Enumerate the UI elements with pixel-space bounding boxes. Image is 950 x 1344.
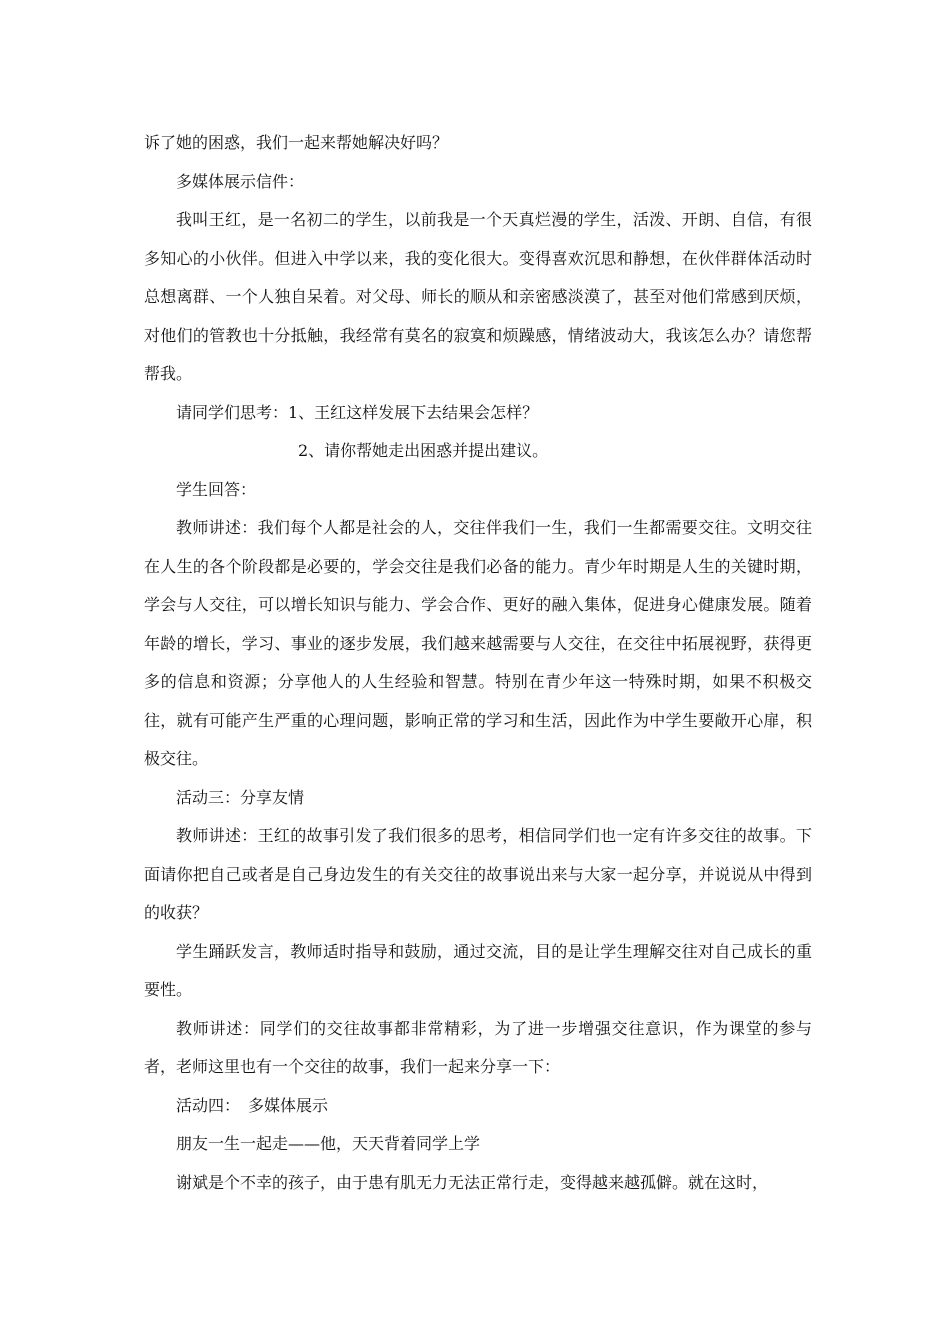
paragraph: 学生踊跃发言，教师适时指导和鼓励，通过交流，目的是让学生理解交往对自己成长的重要性。 <box>144 941 812 999</box>
story-title: 朋友一生一起走——他，天天背着同学上学 <box>176 1134 481 1153</box>
paragraph: 学生回答： <box>176 479 257 499</box>
section-heading: 活动四： 多媒体展示 <box>176 1095 329 1115</box>
paragraph: 诉了她的困惑，我们一起来帮她解决好吗？ <box>144 133 449 152</box>
document-body <box>144 124 812 1202</box>
letter-paragraph: 我叫王红，是一名初二的学生，以前我是一个天真烂漫的学生，活泼、开朗、自信，有很多知心的小伙伴。但进入中学以来，我的变化很大。变得喜欢沉思和静想，在伙伴群体活动时总想离群、一个人独自呆着。对父母、师长的顺从和亲密感淡漠了，甚至对他们常感到厌烦，对他们的管教也十分抵触，我经常有莫名的寂寞和烦躁感，情绪波动大，我该怎么办？请您帮帮我。 <box>144 210 812 383</box>
paragraph: 多媒体展示信件： <box>176 171 305 191</box>
section-heading: 活动三：分享友情 <box>176 787 305 807</box>
teacher-narration: 教师讲述：我们每个人都是社会的人，交往伴我们一生，我们一生都需要交往。文明交往在人生的各个阶段都是必要的，学会交往是我们必备的能力。青少年时期是人生的关键时期，学会与人交往，可以增长知识与能力、学会合作、更好的融入集体，促进身心健康发展。随着年龄的增长，学习、事业的逐步发展，我们越来越需要与人交往，在交往中拓展视野，获得更多的信息和资源；分享他人的人生经验和智慧。特别在青少年这一特殊时期，如果不积极交往，就有可能产生严重的心理问题，影响正常的学习和生活，因此作为中学生要敞开心扉，积极交往。 <box>144 518 812 768</box>
teacher-narration: 教师讲述：王红的故事引发了我们很多的思考，相信同学们也一定有许多交往的故事。下面请你把自己或者是自己身边发生的有关交往的故事说出来与大家一起分享，并说说从中得到的收获？ <box>144 826 812 922</box>
question-1: 请同学们思考：1、王红这样发展下去结果会怎样？ <box>176 402 539 422</box>
teacher-narration: 教师讲述：同学们的交往故事都非常精彩，为了进一步增强交往意识，作为课堂的参与者，老师这里也有一个交往的故事，我们一起来分享一下： <box>144 1018 812 1076</box>
story-paragraph: 谢斌是个不幸的孩子，由于患有肌无力无法正常行走，变得越来越孤僻。就在这时， <box>176 1172 769 1192</box>
question-2: 2、请你帮她走出困惑并提出建议。 <box>298 441 549 460</box>
